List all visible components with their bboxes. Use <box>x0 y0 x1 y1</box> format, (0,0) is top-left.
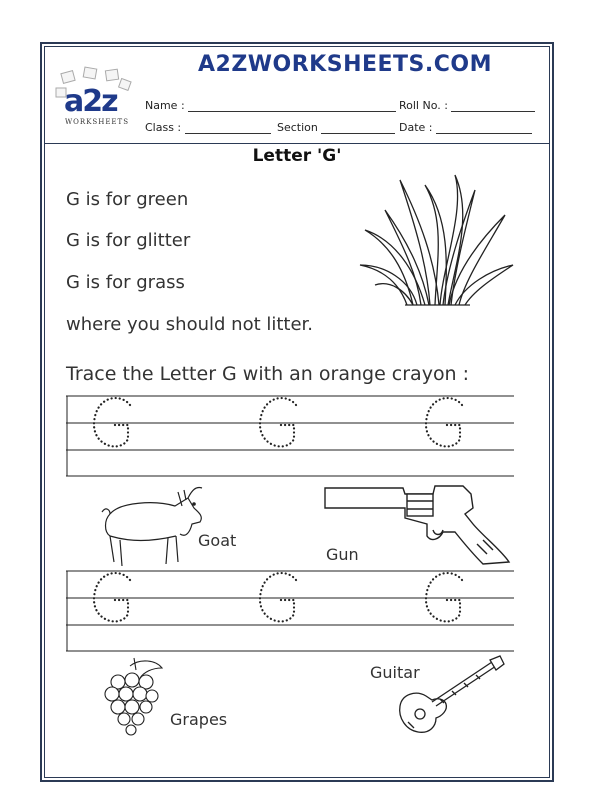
grass-icon <box>355 170 515 310</box>
name-line[interactable] <box>188 100 396 112</box>
tracing-row-2[interactable] <box>66 570 514 652</box>
date-line[interactable] <box>436 122 532 134</box>
dotted-g-2 <box>260 398 296 446</box>
roll-line[interactable] <box>451 100 535 112</box>
dotted-g-5 <box>260 573 296 621</box>
gun-label: Gun <box>326 545 359 564</box>
grapes-label: Grapes <box>170 710 228 729</box>
section-field[interactable] <box>277 121 395 134</box>
header-divider <box>44 143 550 144</box>
goat-label: Goat <box>198 531 237 550</box>
dotted-g-3 <box>426 398 462 446</box>
poem-line-2: G is for glitter <box>66 230 191 251</box>
name-field[interactable] <box>145 99 396 112</box>
roll-field[interactable] <box>399 99 535 112</box>
date-field[interactable] <box>399 121 532 134</box>
section-label: Section <box>277 121 318 134</box>
poem-line-3: G is for grass <box>66 272 185 293</box>
name-label: Name : <box>145 99 185 112</box>
guitar-icon <box>396 656 506 736</box>
guitar-label: Guitar <box>370 663 420 682</box>
date-label: Date : <box>399 121 433 134</box>
dotted-g-4 <box>94 573 130 621</box>
dotted-g-1 <box>94 398 130 446</box>
logo-text: a2z <box>64 84 117 119</box>
tracing-row-1[interactable] <box>66 395 514 477</box>
class-line[interactable] <box>185 122 271 134</box>
grapes-icon <box>100 656 170 736</box>
dotted-g-6 <box>426 573 462 621</box>
class-label: Class : <box>145 121 182 134</box>
site-title: A2ZWORKSHEETS.COM <box>197 52 492 77</box>
poem-line-1: G is for green <box>66 189 189 210</box>
logo-subtitle: WORKSHEETS <box>64 118 130 126</box>
goat-icon <box>100 484 215 574</box>
worksheet-title: Letter 'G' <box>252 146 342 166</box>
class-field[interactable] <box>145 121 271 134</box>
section-line[interactable] <box>321 122 395 134</box>
poem-line-4: where you should not litter. <box>66 314 314 335</box>
roll-label: Roll No. : <box>399 99 448 112</box>
tracing-instruction: Trace the Letter G with an orange crayon : <box>66 363 470 385</box>
